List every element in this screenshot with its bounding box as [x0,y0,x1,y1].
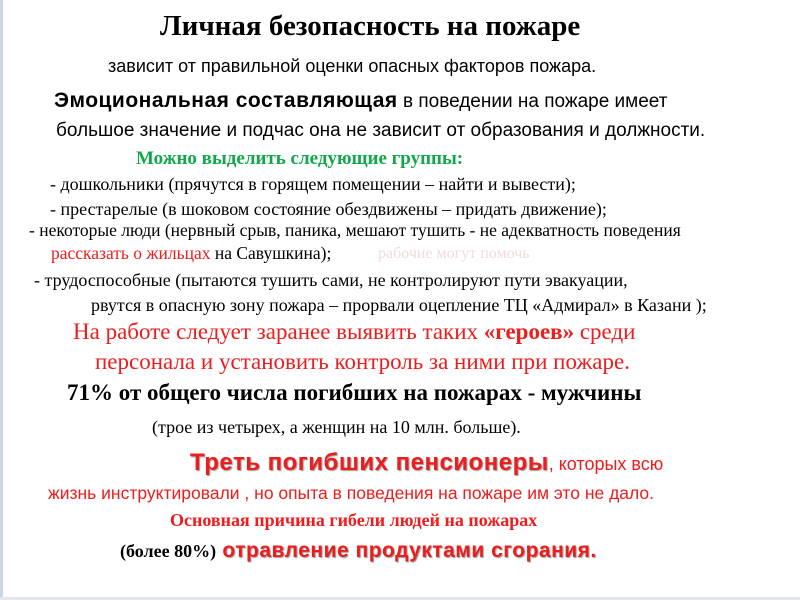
emotional-line [54,90,667,111]
statistic-note: (трое из четырех, а женщин на 10 млн. больше). [152,417,521,437]
group-preschoolers: - дошкольники (прячутся в горящем помещении – найти и вывести); [50,174,576,194]
page-title: Личная безопасность на пожаре [160,10,581,42]
pensioners-rest: , которых всю [548,454,664,474]
pensioners-line-2: жизнь инструктировали , но опыта в поведения на пожаре им это не дало. [48,483,655,503]
emotional-rest: в поведении на пожаре имеет [397,91,668,112]
main-cause-line: Основная причина гибели людей на пожарах [170,510,538,530]
statistic-line: 71% от общего числа погибших на пожарах - мужчины [67,380,642,405]
poisoning-text: отравление продуктами сгорания. [216,539,597,562]
percent-text: (более 80%) [120,541,217,561]
work-line-1 [73,320,635,343]
savushkina-text: на Савушкина); [210,243,332,263]
emotional-line-2: большое значение и подчас она не зависит от образования и должности. [56,120,706,141]
work-line-2: персонала и установить контроль за ними при пожаре. [95,349,630,374]
tenants-note: рассказать о жильцах [51,243,211,263]
subtitle-line: зависит от правильной оценки опасных факторов пожара. [108,56,597,76]
group-able-bodied: - трудоспособные (пытаются тушить сами, не контролируют пути эвакуации, [34,270,628,290]
pensioners-line [190,451,663,475]
faint-overlay-text: рабочие могут помочь [378,245,530,262]
group-some-people-cont [51,245,331,263]
main-cause-line-2 [120,540,597,561]
work-text-c: среди [574,319,636,344]
pensioners-bold: Треть погибших пенсионеры [190,449,549,476]
heroes-word: «героев» [483,319,575,344]
group-able-bodied-cont: рвутся в опасную зону пожара – прорвали оцепление ТЦ «Адмирал» в Казани ); [91,295,707,315]
work-text-a: На работе следует заранее выявить таких [73,319,484,344]
group-elderly: - престарелые (в шоковом состояние обездвижены – придать движение); [50,199,607,219]
emotional-bold: Эмоциональная составляющая [54,89,398,112]
group-some-people: - некоторые люди (нервный срыв, паника, мешают тушить - не адекватность поведения [29,220,681,240]
groups-heading: Можно выделить следующие группы: [136,148,464,169]
